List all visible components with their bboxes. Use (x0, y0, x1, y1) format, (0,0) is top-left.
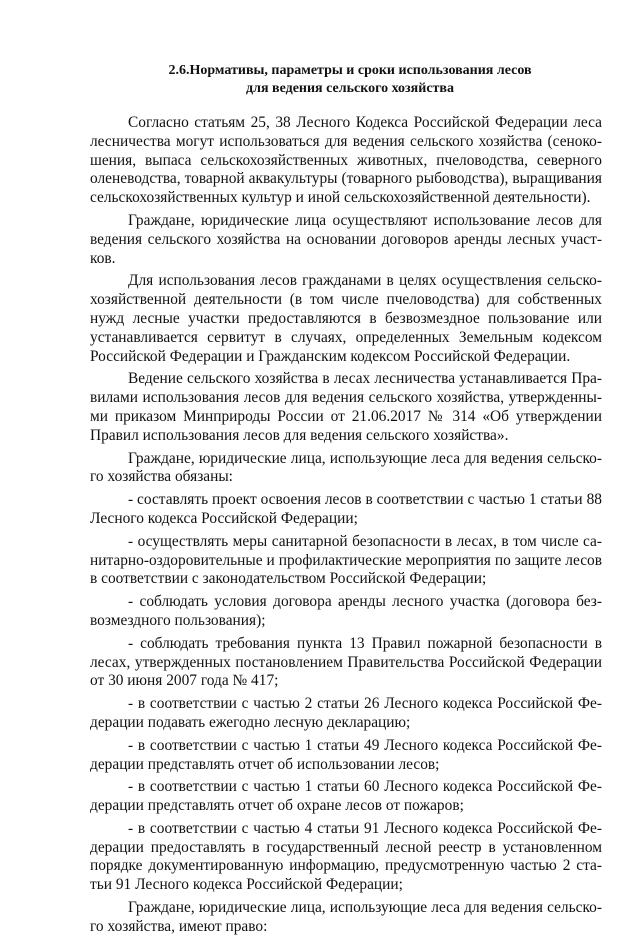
list-item: - в соответствии с частью 1 статьи 49 Лесного кодекса Российской Федерации представлять отчет об использовании лесов; (90, 736, 602, 773)
section-title-line-2: для ведения сельского хозяйства (246, 81, 454, 96)
section-title-line-1: 2.6.Нормативы, параметры и сроки использования лесов (168, 63, 532, 78)
list-item: - в соответствии с частью 2 статьи 26 Лесного кодекса Российской Федерации подавать ежегодно лесную декларацию; (90, 695, 602, 731)
paragraph: Для использования лесов гражданами в целях осуществления сельскохозяйственной деятельности (в том числе пчеловодства) для собственных нужд лесные участки предоставляются в безвозмездное пользование или устанавливается сервитут в случаях, определенных Земельным кодексом Российской Федерации и Гражданским кодексом Российской Федерации. (90, 272, 602, 365)
paragraph: Ведение сельского хозяйства в лесах лесничества устанавливается Правилами использования лесов для ведения сельского хозяйства, утвержденными приказом Минприроды России от 21.06.2017 № 314 «Об утверждении Правил использования лесов для ведения сельского хозяйства». (90, 370, 602, 444)
list-item: - в соответствии с частью 1 статьи 60 Лесного кодекса Российской Федерации представлять отчет об охране лесов от пожаров; (90, 778, 602, 815)
section-title (90, 62, 602, 98)
list-item: - соблюдать условия договора аренды лесного участка (договора безвозмездного пользования); (90, 593, 602, 629)
paragraph: Согласно статьям 25, 38 Лесного Кодекса Российской Федерации леса лесничества могут использоваться для ведения сельского хозяйства (сенокошения, выпаса сельскохозяйственных животных, пчеловодства, северного оленеводства, товарной аквакультуры (товарного рыбоводства), выращивания сельскохозяйственных культур и иной сельскохозяйственной деятельности). (90, 114, 602, 207)
list-item: - соблюдать требования пункта 13 Правил пожарной безопасности в лесах, утвержденных постановлением Правительства Российской Федерации от 30 июня 2007 года № 417; (90, 634, 602, 690)
list-item: - составлять проект освоения лесов в соответствии с частью 1 статьи 88 Лесного кодекса Российской Федерации; (90, 491, 602, 527)
document-body (90, 114, 602, 937)
paragraph: Граждане, юридические лица осуществляют использование лесов для ведения сельского хозяйства на основании договоров аренды лесных участков. (90, 211, 602, 267)
paragraph: Граждане, юридические лица, использующие леса для ведения сельского хозяйства, имеют право: (90, 899, 602, 935)
list-item: - осуществлять меры санитарной безопасности в лесах, в том числе санитарно-оздоровительные и профилактические мероприятия по защите лесов в соответствии с законодательством Российской Федерации; (90, 532, 602, 588)
list-item: - в соответствии с частью 4 статьи 91 Лесного кодекса Российской Федерации предоставлять в государственный лесной реестр в установленном порядке документированную информацию, предусмотренную частью 2 статьи 91 Лесного кодекса Российской Федерации; (90, 819, 602, 894)
paragraph: Граждане, юридические лица, использующие леса для ведения сельского хозяйства обязаны: (90, 449, 602, 486)
